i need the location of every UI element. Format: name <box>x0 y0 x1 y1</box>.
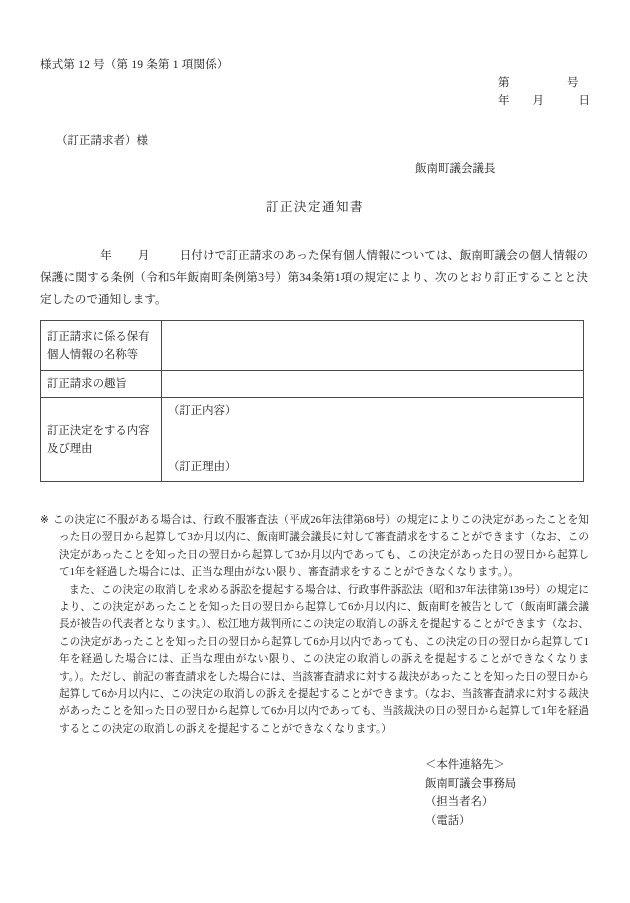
legal-notes <box>40 512 589 738</box>
issuer-name: 飯南町議会議長 <box>415 163 496 175</box>
contact-block <box>425 756 516 830</box>
correction-reason-label: （訂正理由） <box>168 461 237 473</box>
note-mark: ※ <box>40 515 54 526</box>
table-row-value[interactable] <box>162 371 584 398</box>
table-row-label: 訂正決定をする内容及び理由 <box>41 398 162 482</box>
contact-office: 飯南町議会事務局 <box>425 777 517 790</box>
document-number-field: 第 号 <box>498 77 579 89</box>
table-row-label: 訂正請求に係る保有個人情報の名称等 <box>41 321 162 371</box>
page-title: 訂正決定通知書 <box>265 200 364 214</box>
table-row-value[interactable] <box>162 398 584 482</box>
table-row <box>41 371 584 398</box>
legal-note-paragraph-2: また、この決定の取消しを求める訴訟を提起する場合は、行政事件訴訟法（昭和37年法律第139号）の規定により、この決定があったことを知った日の翌日から起算して6か月以内に、飯南町を被告として（飯南町議会議長が被告の代表者となります。）、松江地方裁判所にこの決定の取消しの訴えを提起することができます（なお、この決定があったことを知った日の翌日から起算して6か月以内であっても、この決定の日の翌日から起算して1年を経過した場合には、正当な理由がない限り、この決定の取消しの訴えを提起することができなくなります。）。ただし、前記の審査請求をした場合には、当該審査請求に対する裁決があったことを知った日の翌日から起算して6か月以内に、この決定の取消しの訴えを提起することができます。（なお、当該審査請求に対する裁決があったことを知った日の翌日から起算して6か月以内であっても、当該裁決の日の翌日から起算して1年を経過するとこの決定の取消しの訴えを提起することができなくなります。） <box>59 584 589 735</box>
contact-person: （担当者名） <box>425 796 494 808</box>
correction-decision-table <box>40 320 584 482</box>
legal-note-paragraph-1 <box>40 512 589 582</box>
table-row <box>41 321 584 371</box>
contact-phone: （電話） <box>425 814 471 827</box>
document-date-field: 年 月 日 <box>498 95 590 107</box>
lead-body-text: 日付けで訂正請求のあった保有個人情報については、飯南町議会の個人情報の保護に関する条例（令和5年飯南町条例第3号）第34条第1項の規定により、次のとおり訂正することと決定したので通知します。 <box>40 249 588 306</box>
lead-paragraph <box>40 245 588 311</box>
legal-note-1-text: この決定に不服がある場合は、行政不服審査法（平成26年法律第68号）の規定によりこの決定があったことを知った日の翌日から起算して3か月以内に、飯南町議会議長に対して審査請求をすることができます（なお、この決定があったことを知った日の翌日から起算して3か月以内であっても、この決定があった日の翌日から起算して1年を経過した場合には、正当な理由がない限り、審査請求をすることができなくなります。）。 <box>53 515 589 579</box>
lead-year-blank: 年 <box>100 249 112 262</box>
table-row-label: 訂正請求の趣旨 <box>41 371 162 398</box>
addressee: （訂正請求者）様 <box>56 135 148 147</box>
contact-heading: ＜本件連絡先＞ <box>425 759 505 771</box>
table-row-value[interactable] <box>162 321 584 371</box>
form-number: 様式第 12 号（第 19 条第 1 項関係） <box>40 59 229 71</box>
table-row <box>41 398 584 482</box>
correction-content-label: （訂正内容） <box>168 405 237 417</box>
lead-month-blank: 月 <box>137 249 150 262</box>
